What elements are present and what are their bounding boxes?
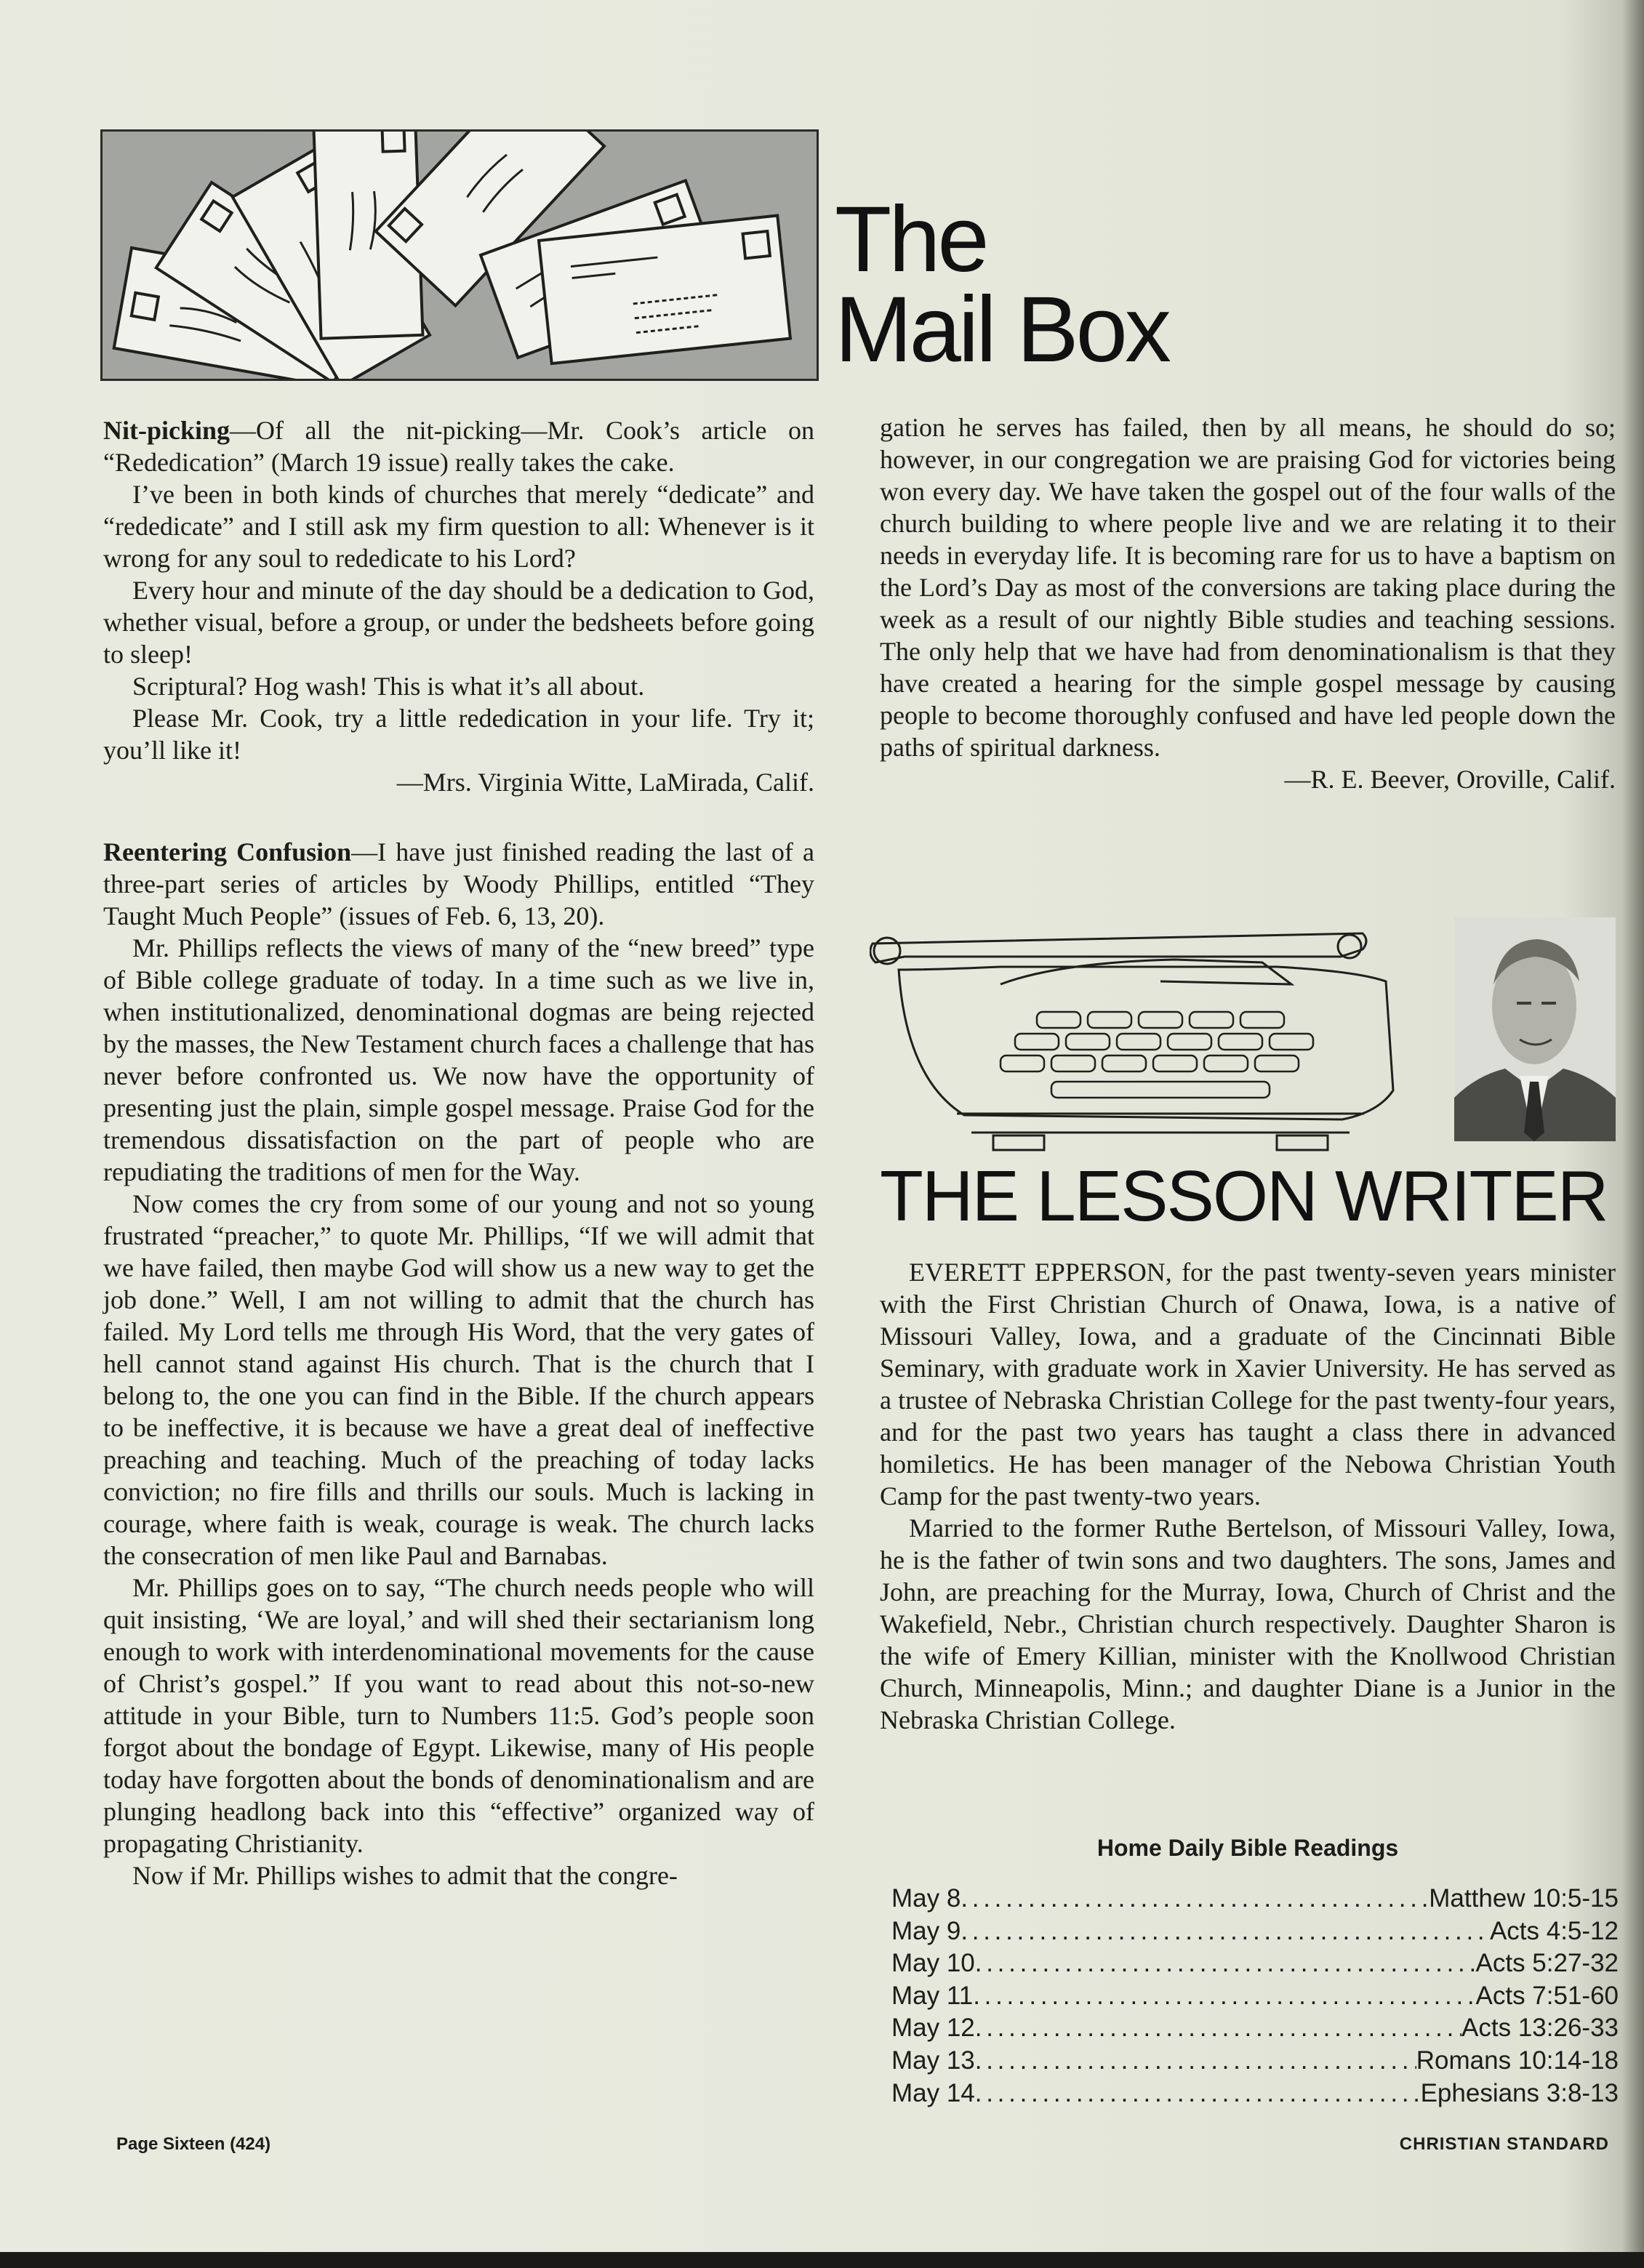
reading-ref: Ephesians 3:8-13 (1420, 2078, 1619, 2107)
letter-paragraph (103, 414, 814, 478)
letter-paragraph: Please Mr. Cook, try a little rededication in your life. Try it; you’ll like it! (103, 704, 814, 765)
bio-paragraph: EVERETT EPPERSON, for the past twenty-seven years minister with the First Christian Church of Onawa, Iowa, is a native of Missouri Valley, Iowa, and a graduate of the Cincinnati Bible Seminary, with graduate work in Xavier University. He has served as a trustee of Nebraska Christian College for the past twenty-four years, and for the past two years has taught a class there in advanced homiletics. He has been manager of the Nebowa Christian Youth Camp for the past twenty-two years. (880, 1258, 1616, 1511)
readings-list (891, 1883, 1619, 2110)
author-portrait (1454, 917, 1616, 1141)
letter-paragraph: gation he serves has failed, then by all means, he should do so; however, in our congregation we are praising God for victories being won every day. We have taken the gospel out of the four walls of the church building to where people live and we are relating it to their needs in everyday life. It is becoming rare for us to have a baptism on the Lord’s Day as most of the conversions are taking place during the week as a result of our nightly Bible studies and teaching sessions. The only help that we have had from denominationalism is that they have created a hearing for the simple gospel message by causing people to become thoroughly confused and have led people down the paths of spiritual darkness. (880, 413, 1616, 762)
envelopes-illustration (100, 129, 819, 381)
letter-text: —Of all the nit-picking—Mr. Cook’s article on “Rededication” (March 19 issue) really takes the cake. (103, 416, 814, 477)
letter-text: —I have just finished reading the last of a three-part series of articles by Woody Phillips, entitled “They Taught Much People” (issues of Feb. 6, 13, 20). (103, 837, 814, 930)
title-line-1: The (835, 188, 987, 291)
typewriter-icon (870, 917, 1437, 1157)
reading-row (891, 2045, 1619, 2078)
lesson-writer-title: THE LESSON WRITER (880, 1156, 1608, 1236)
reading-day: May 13 (891, 2046, 975, 2075)
letter-paragraph: Mr. Phillips goes on to say, “The church needs people who will quit insisting, ‘We are loyal,’ and will shed their sectarianism long enough to work with interdenominational movements for the cause of Christ’s gospel.” If you want to read about this not-so-new attitude in your Bible, turn to Numbers 11:5. God’s people soon forgot about the bondage of Egypt. Likewise, many of His people today have forgotten about the bonds of denominationalism and are plunging headlong back into this “effective” organized way of propagating Christianity. (103, 1573, 814, 1858)
reading-row (891, 2012, 1619, 2045)
left-column (103, 414, 814, 1891)
reading-ref: Acts 13:26-33 (1461, 2014, 1619, 2043)
scan-edge (0, 2252, 1644, 2268)
letter-signature: —R. E. Beever, Oroville, Calif. (1284, 765, 1616, 794)
readings-title: Home Daily Bible Readings (1096, 1835, 1399, 1861)
title-line-2: Mail Box (835, 278, 1168, 382)
bio-paragraph: Married to the former Ruthe Bertelson, of Missouri Valley, Iowa, he is the father of twin sons and two daughters. The sons, James and John, are preaching for the Murray, Iowa, Church of Christ and the Wakefield, Nebr., Christian church respectively. Daughter Sharon is the wife of Emery Killian, minister with the Knollwood Christian Church, Minneapolis, Minn.; and daughter Diane is a Junior in the Nebraska Christian College. (880, 1513, 1616, 1734)
lesson-writer-bio (880, 1256, 1616, 1736)
letter-paragraph (103, 836, 814, 932)
right-column (880, 411, 1616, 795)
page-number: Page Sixteen (424) (116, 2134, 271, 2154)
reading-row (891, 1980, 1619, 2013)
mail-box-title (835, 188, 1168, 382)
reading-day: May 9 (891, 1916, 961, 1945)
letter-paragraph: Now if Mr. Phillips wishes to admit that the congre- (132, 1861, 678, 1890)
portrait-icon (1454, 917, 1616, 1141)
envelopes-icon (103, 132, 817, 379)
letter-paragraph: I’ve been in both kinds of churches that merely “dedicate” and “rededicate” and I still ask my firm question to all: Whenever is it wrong for any soul to rededicate to his Lord? (103, 480, 814, 573)
letter-runhead: Nit-picking (103, 416, 230, 445)
letter-signature: —Mrs. Virginia Witte, LaMirada, Calif. (396, 768, 814, 797)
letter-paragraph: Every hour and minute of the day should be a dedication to God, whether visual, before a group, or under the bedsheets before going to sleep! (103, 576, 814, 669)
reading-ref: Acts 5:27-32 (1475, 1949, 1619, 1978)
reading-day: May 12 (891, 2014, 975, 2043)
reading-ref: Acts 7:51-60 (1475, 1981, 1619, 2010)
letter-paragraph: Scriptural? Hog wash! This is what it’s all about. (132, 672, 645, 701)
reading-ref: Acts 4:5-12 (1489, 1916, 1619, 1945)
reading-day: May 14 (891, 2078, 975, 2107)
reading-day: May 11 (891, 1981, 974, 2010)
binding-shadow (1622, 0, 1644, 2268)
publication-name: CHRISTIAN STANDARD (1399, 2134, 1609, 2154)
reading-row (891, 1883, 1619, 1915)
reading-row (891, 2078, 1619, 2110)
letter-paragraph: Now comes the cry from some of our young and not so young frustrated “preacher,” to quote Mr. Phillips, “If we will admit that we have failed, then maybe God will show us a new way to get the job done.” Well, I am not willing to admit that the church has failed. My Lord tells me through His Word, that the very gates of hell cannot stand against His church. That is the church that I belong to, the one you can find in the Bible. If the church appears to be ineffective, it is because we have a great deal of ineffective preaching and teaching. Much of the preaching of today lacks conviction; no fire fills and thrills our souls. Much is lacking in courage, where faith is weak, courage is weak. The church lacks the consecration of men like Paul and Barnabas. (103, 1189, 814, 1570)
reading-ref: Matthew 10:5-15 (1429, 1884, 1619, 1913)
reading-row (891, 1915, 1619, 1948)
letter-runhead: Reentering Confusion (103, 837, 352, 866)
letter-paragraph: Mr. Phillips reflects the views of many of the “new breed” type of Bible college graduate of today. In a time such as we live in, when institutionalized, denominational dogmas are being rejected by the masses, the New Testament church faces a challenge that has never before confronted us. We now have the opportunity of presenting just the plain, simple gospel message. Praise God for the tremendous dissatisfaction on the part of people who are repudiating the traditions of men for the Way. (103, 933, 814, 1186)
reading-row (891, 1947, 1619, 1980)
typewriter-illustration (870, 917, 1437, 1157)
reading-day: May 10 (891, 1949, 975, 1978)
reading-ref: Romans 10:14-18 (1416, 2046, 1619, 2075)
reading-day: May 8 (891, 1884, 961, 1913)
